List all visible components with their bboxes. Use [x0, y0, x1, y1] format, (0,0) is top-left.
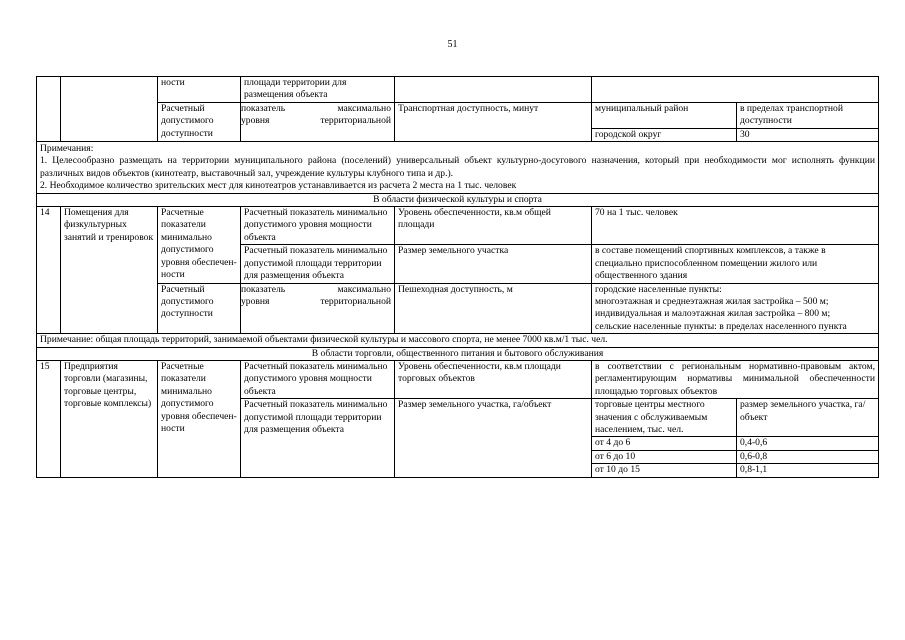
- table-row: [37, 102, 879, 128]
- table-cell: Расчетный показатель минимально допустимого уровня мощности объекта: [241, 360, 395, 398]
- object-name: Предприятия торговли (магазины, торговые центры, торговые комплексы): [61, 360, 158, 477]
- table-cell: размер земельного участка, га/объект: [737, 399, 879, 437]
- section-header: [37, 193, 879, 206]
- table-row: [37, 207, 879, 245]
- table-cell: Расчетный допустимого доступности: [158, 102, 241, 141]
- table-cell: Размер земельного участка, га/объект: [395, 399, 592, 477]
- table-cell: в соответствии с региональным нормативно-правовым актом, регламентирующим нормативы минимальной обеспеченности площадью торговых объектов: [592, 360, 879, 398]
- table-cell: Расчетный показатель минимально допустимого уровня мощности объекта: [241, 207, 395, 245]
- notes-cell: Примечания: 1. Целесообразно размещать на территории муниципального района (поселений) универсальный объект культурно-досугового назначения, который при необходимости мог исполнять функции различных видов объектов (кинотеатр, выставочный зал, учреждение культуры клубного типа и др.). 2. Необходимое количество зрительских мест для кинотеатров устанавливается из расчета 2 места на 1 тыс. человек: [37, 142, 879, 194]
- table-cell: Пешеходная доступность, м: [395, 283, 592, 334]
- table-cell: 0,8-1,1: [737, 464, 879, 477]
- table-cell: городские населенные пункты: многоэтажная и среднеэтажная жилая застройка – 500 м; индивидуальная и малоэтажная жилая застройка – 800 м; сельские населенные пункты: в пределах населенного пункта: [592, 283, 879, 334]
- row-number: 14: [37, 207, 61, 334]
- table-cell: Расчетные показатели минимально допустимого уровня обеспечен-ности: [158, 207, 241, 283]
- table-cell: площади территории для размещения объекта: [241, 77, 395, 103]
- norms-table: [36, 76, 879, 478]
- table-row: [37, 360, 879, 398]
- table-cell: торговые центры местного значения с обслуживаемым населением, тыс. чел.: [592, 399, 737, 437]
- table-cell: Расчетный допустимого доступности: [158, 283, 241, 334]
- row-number: 15: [37, 360, 61, 477]
- table-cell: Транспортная доступность, минут: [395, 102, 592, 141]
- table-cell: от 4 до 6: [592, 437, 737, 450]
- table-cell: 0,4-0,6: [737, 437, 879, 450]
- table-cell: ности: [158, 77, 241, 103]
- section-title: В области физической культуры и спорта: [37, 193, 879, 206]
- table-cell: Уровень обеспеченности, кв.м площади торговых объектов: [395, 360, 592, 398]
- table-cell: Расчетный показатель минимально допустимой площади территории для размещения объекта: [241, 245, 395, 283]
- table-cell: в пределах транспортной доступности: [737, 102, 879, 128]
- table-cell: муниципальный район: [592, 102, 737, 128]
- table-cell: Расчетные показатели минимально допустимого уровня обеспечен-ности: [158, 360, 241, 477]
- notes-row: [37, 142, 879, 194]
- table-cell: городской округ: [592, 128, 737, 141]
- table-cell: от 10 до 15: [592, 464, 737, 477]
- notes-row: [37, 334, 879, 347]
- table-cell: 0,6-0,8: [737, 450, 879, 463]
- table-cell: показатель максимально уровня территориальной: [241, 283, 395, 334]
- notes-cell: Примечание: общая площадь территорий, занимаемой объектами физической культуры и массового спорта, не менее 7000 кв.м/1 тыс. чел.: [37, 334, 879, 347]
- table-cell: 30: [737, 128, 879, 141]
- object-name: Помещения для физкультурных занятий и тренировок: [61, 207, 158, 334]
- table-cell: Размер земельного участка: [395, 245, 592, 283]
- table-row: [37, 77, 879, 103]
- page-number: 51: [447, 39, 458, 50]
- table-cell: 70 на 1 тыс. человек: [592, 207, 879, 245]
- table-cell: в составе помещений спортивных комплексов, а также в специально приспособленном помещении жилого или общественного здания: [592, 245, 879, 283]
- table-cell: показатель максимально уровня территориальной: [241, 102, 395, 141]
- table-cell: Уровень обеспеченности, кв.м общей площади: [395, 207, 592, 245]
- table-cell: Расчетный показатель минимально допустимой площади территории для размещения объекта: [241, 399, 395, 477]
- section-title: В области торговли, общественного питания и бытового обслуживания: [37, 347, 879, 360]
- table-cell: от 6 до 10: [592, 450, 737, 463]
- section-header: [37, 347, 879, 360]
- table-row: [37, 283, 879, 334]
